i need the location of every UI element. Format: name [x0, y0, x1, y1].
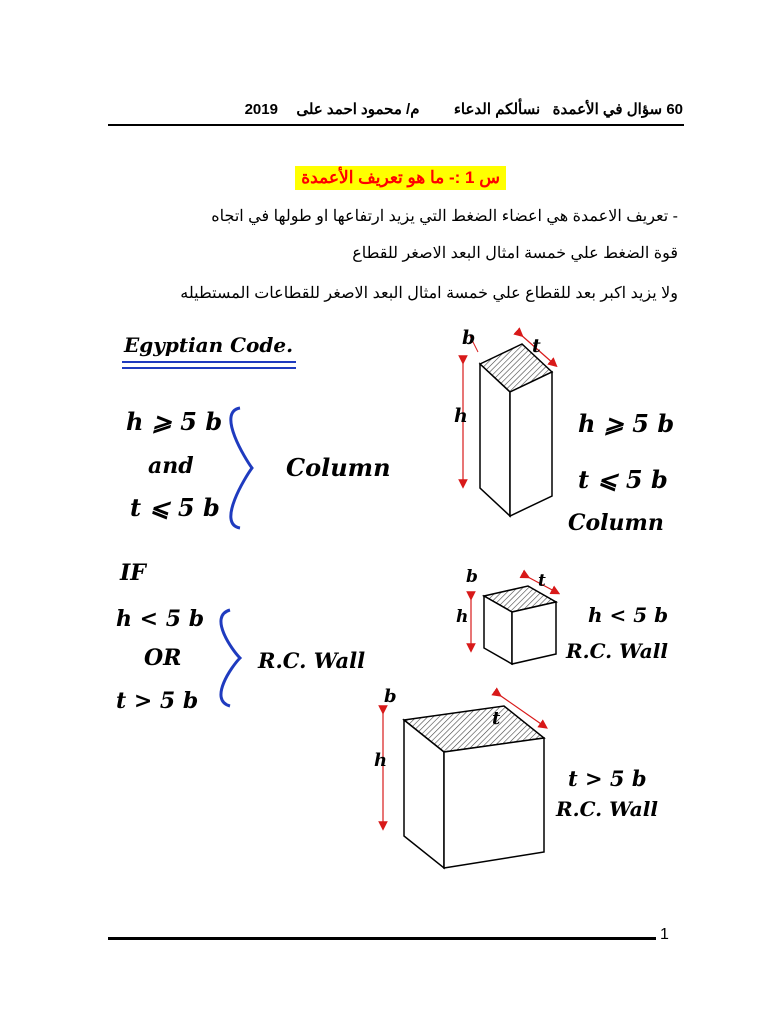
header-title: 60 سؤال في الأعمدة نسألكم الدعاء [453, 101, 683, 118]
column-h-label: h [454, 405, 468, 427]
if-label: IF [120, 560, 146, 586]
wide-b-label: b [384, 686, 397, 707]
small-h-label: h [456, 607, 469, 627]
wide-h-label: h [374, 750, 388, 771]
wide-result: R.C. Wall [556, 797, 658, 821]
small-t-label: t [538, 571, 546, 591]
small-cond: h < 5 b [588, 603, 669, 627]
wide-box-drawing [383, 694, 544, 868]
rule1-brace [231, 408, 252, 528]
small-result: R.C. Wall [566, 639, 668, 663]
column-cond2: t ⩽ 5 b [578, 465, 668, 494]
wide-t-label: t [492, 708, 501, 729]
rule2-line1: h < 5 b [116, 606, 205, 632]
paragraph-line-3: ولا يزيد اكبر بعد للقطاع علي خمسة امثال البعد الاصغر للقطاعات المستطيله [180, 285, 678, 302]
page-number: 1 [660, 926, 669, 943]
rule1-line2: t ⩽ 5 b [130, 493, 220, 522]
wide-cond: t > 5 b [568, 766, 647, 791]
question-heading: س 1 :- ما هو تعريف الأعمدة [295, 166, 506, 190]
rule2-brace [221, 610, 240, 706]
footer-rule [108, 937, 656, 940]
column-definition-figure [100, 320, 690, 880]
rule2-or: OR [144, 645, 182, 671]
paragraph-line-2: قوة الضغط علي خمسة امثال البعد الاصغر للقطاع [352, 245, 678, 262]
rule2-line2: t > 5 b [116, 688, 199, 714]
rule2-result: R.C. Wall [258, 648, 366, 673]
paragraph-line-1: - تعريف الاعمدة هي اعضاء الضغط التي يزيد ارتفاعها او طولها في اتجاه [211, 208, 678, 225]
column-cond1: h ⩾ 5 b [578, 409, 675, 438]
rule1-result: Column [286, 453, 391, 482]
header-author: م/ محمود احمد على [296, 101, 420, 118]
column-result: Column [568, 510, 664, 536]
header-year: 2019 [244, 101, 278, 118]
rule1-line1: h ⩾ 5 b [126, 407, 223, 436]
header-rule [108, 124, 684, 126]
rule1-and: and [148, 453, 194, 479]
column-t-label: t [532, 335, 541, 357]
small-b-label: b [466, 567, 478, 587]
code-title: Egyptian Code. [124, 333, 294, 357]
column-b-label: b [462, 327, 476, 349]
column-box-drawing [463, 334, 554, 516]
